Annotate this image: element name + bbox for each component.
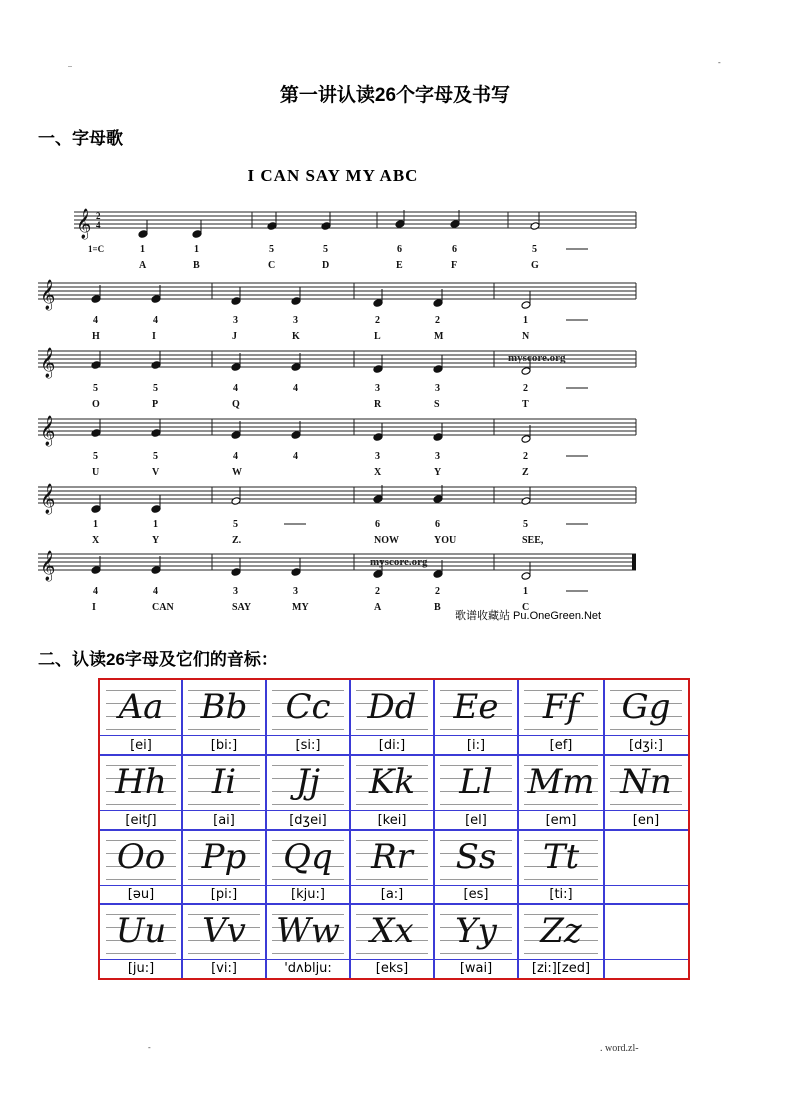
jianpu-number: 3 (435, 451, 440, 462)
quarter-note (321, 222, 331, 231)
lyric-text: B (193, 260, 200, 271)
half-note (521, 572, 531, 581)
lyric-text: J (232, 331, 237, 342)
phonetic-label: [bi:] (210, 738, 238, 753)
letter-cell (100, 680, 182, 755)
letter-pair: Gg (621, 687, 671, 727)
lyric-text: H (92, 331, 100, 342)
jianpu-number: 1 (93, 519, 98, 530)
phonetic-label: [vi:] (211, 961, 237, 976)
letter-cell (266, 830, 350, 904)
phonetic-label: [eks] (375, 961, 409, 976)
quarter-note (267, 222, 277, 231)
half-note (530, 222, 540, 231)
letter-cell (604, 755, 688, 830)
alphabet-table (98, 678, 690, 980)
lyric-text: MY (292, 602, 309, 613)
phonetic-label: [zi:][zed] (531, 961, 591, 976)
lyric-text: NOW (374, 535, 399, 546)
quarter-note (91, 505, 101, 514)
jianpu-number: 1 (194, 244, 199, 255)
quarter-note (373, 365, 383, 374)
quarter-note (433, 365, 443, 374)
quarter-note (91, 566, 101, 575)
jianpu-number: 3 (435, 383, 440, 394)
letter-cell (266, 904, 350, 978)
phonetic-label: [wai] (459, 961, 493, 976)
lyric-text: C (522, 602, 530, 613)
letter-pair: Jj (295, 762, 321, 802)
jianpu-number: 5 (153, 383, 158, 394)
jianpu-number: 3 (293, 586, 298, 597)
letter-cell (518, 904, 604, 978)
letter-pair: Nn (620, 762, 672, 802)
jianpu-number: 5 (532, 244, 537, 255)
jianpu-number: 4 (93, 315, 98, 326)
letter-cell (350, 755, 434, 830)
lyric-text: V (152, 467, 160, 478)
quarter-note (433, 570, 443, 579)
phonetic-label: [dʒi:] (629, 738, 663, 753)
letter-cell (434, 904, 518, 978)
letter-cell (100, 904, 182, 978)
lyric-text: N (522, 331, 530, 342)
grid-row-line (100, 903, 688, 905)
phonetic-label: [ai] (213, 813, 235, 828)
lyric-text: F (451, 260, 458, 271)
letter-pair: Vv (202, 911, 246, 951)
jianpu-number: 1 (523, 315, 528, 326)
phonetic-label: [kei] (377, 813, 407, 828)
letter-pair: Bb (200, 687, 248, 727)
letter-cell (604, 680, 688, 755)
lyric-text: D (322, 260, 330, 271)
quarter-note (151, 505, 161, 514)
jianpu-number: 2 (523, 383, 528, 394)
phonetic-label: [ju:] (127, 961, 155, 976)
letter-cell (182, 830, 266, 904)
quarter-note (291, 297, 301, 306)
jianpu-number: 2 (435, 586, 440, 597)
jianpu-number: 4 (153, 586, 158, 597)
letter-cell (182, 904, 266, 978)
quarter-note (91, 295, 101, 304)
letter-pair: Ii (211, 762, 237, 802)
jianpu-number: 4 (293, 451, 298, 462)
jianpu-number: 2 (375, 586, 380, 597)
letter-pair: Qq (283, 837, 333, 877)
phonetic-label: [si:] (295, 738, 321, 753)
quarter-note (231, 363, 241, 372)
jianpu-number: 3 (233, 586, 238, 597)
letter-pair: Ee (453, 687, 499, 727)
quarter-note (433, 433, 443, 442)
letter-cell (604, 830, 688, 904)
lyric-text: SAY (232, 602, 252, 613)
phonetic-label: [en] (632, 813, 660, 828)
lyric-text: I (152, 331, 156, 342)
jianpu-number: 2 (435, 315, 440, 326)
quarter-note (291, 431, 301, 440)
quarter-note (373, 299, 383, 308)
half-note (521, 497, 531, 506)
letter-cell (100, 755, 182, 830)
quarter-note (151, 429, 161, 438)
lyric-text: Z. (232, 535, 242, 546)
treble-clef-icon: 𝄞 (40, 551, 56, 580)
phonetic-label: [ti:] (549, 887, 573, 902)
phonetic-label: [di:] (378, 738, 406, 753)
phonetic-separator (100, 885, 688, 886)
treble-clef-icon: 𝄞 (40, 416, 56, 445)
letter-pair: Oo (116, 837, 166, 877)
section1-heading: 一、字母歌 (38, 129, 123, 148)
header-right-mark: - (718, 58, 721, 67)
quarter-note (91, 429, 101, 438)
letter-cell (434, 755, 518, 830)
lyric-text: W (232, 467, 242, 478)
quarter-note (138, 230, 148, 239)
letter-cell (604, 904, 688, 978)
header-left-mark: .. (68, 60, 72, 69)
jianpu-number: 5 (269, 244, 274, 255)
phonetic-label: [i:] (466, 738, 486, 753)
letter-cell (350, 680, 434, 755)
jianpu-number: 6 (375, 519, 380, 530)
section2-heading: 二、认读26字母及它们的音标： (38, 650, 278, 669)
lyric-text: I (92, 602, 96, 613)
jianpu-number: 1 (140, 244, 145, 255)
letter-cell (434, 680, 518, 755)
letter-pair: Yy (455, 911, 497, 951)
footer-right-mark: . word.zl- (600, 1043, 639, 1054)
quarter-note (373, 495, 383, 504)
letter-pair: Aa (118, 687, 164, 727)
phonetic-label: [ef] (549, 738, 573, 753)
letter-pair: Hh (115, 762, 167, 802)
quarter-note (151, 566, 161, 575)
quarter-note (231, 568, 241, 577)
key-label: 1=C (88, 244, 105, 254)
lyric-text: S (434, 399, 440, 410)
phonetic-separator (100, 810, 688, 811)
letter-cell (518, 830, 604, 904)
score-credit: 歌谱收藏站 Pu.OneGreen.Net (455, 610, 602, 622)
lyric-text: Y (434, 467, 442, 478)
letter-pair: Tt (542, 837, 580, 877)
quarter-note (433, 495, 443, 504)
lyric-text: U (92, 467, 100, 478)
jianpu-number: 6 (397, 244, 402, 255)
watermark-text: myscore.org (508, 352, 566, 364)
letter-pair: Kk (368, 762, 415, 802)
lyric-text: C (268, 260, 276, 271)
letter-cell (182, 680, 266, 755)
lyric-text: Y (152, 535, 160, 546)
jianpu-number: 4 (93, 586, 98, 597)
jianpu-number: 6 (452, 244, 457, 255)
phonetic-label: [dʒei] (289, 813, 327, 828)
jianpu-number: 1 (153, 519, 158, 530)
lyric-text: T (522, 399, 529, 410)
letter-pair: Ww (275, 911, 341, 951)
lyric-text: A (139, 260, 147, 271)
treble-clef-icon: 𝄞 (40, 484, 56, 513)
phonetic-label: [em] (545, 813, 577, 828)
final-barline (632, 554, 636, 570)
quarter-note (192, 230, 202, 239)
jianpu-number: 3 (375, 383, 380, 394)
letter-cell (434, 830, 518, 904)
quarter-note (395, 220, 405, 229)
jianpu-number: 4 (233, 383, 238, 394)
quarter-note (231, 297, 241, 306)
lyric-text: X (92, 535, 100, 546)
jianpu-number: 2 (375, 315, 380, 326)
phonetic-label: [kju:] (291, 887, 325, 902)
phonetic-separator (100, 735, 688, 736)
letter-pair: Zz (540, 911, 582, 951)
jianpu-number: 5 (153, 451, 158, 462)
phonetic-label: [es] (463, 887, 489, 902)
lyric-text: A (374, 602, 382, 613)
lyric-text: K (292, 331, 300, 342)
letter-pair: Cc (285, 687, 331, 727)
lyric-text: X (374, 467, 382, 478)
half-note (231, 497, 241, 506)
quarter-note (291, 568, 301, 577)
watermark-text: myscore.org (370, 556, 428, 568)
half-note (521, 367, 531, 376)
letter-pair: Ff (542, 687, 580, 727)
letter-pair: Dd (367, 687, 417, 727)
jianpu-number: 2 (523, 451, 528, 462)
half-note (521, 301, 531, 310)
quarter-note (291, 363, 301, 372)
quarter-note (450, 220, 460, 229)
phonetic-separator (100, 959, 688, 960)
jianpu-number: 5 (523, 519, 528, 530)
quarter-note (433, 299, 443, 308)
lyric-text: Q (232, 399, 240, 410)
treble-clef-icon: 𝄞 (40, 348, 56, 377)
page-title: 第一讲认读26个字母及书写 (279, 85, 511, 106)
lyric-text: E (396, 260, 403, 271)
quarter-note (231, 431, 241, 440)
half-note (521, 435, 531, 444)
letter-pair: Mm (527, 762, 595, 802)
phonetic-label: 'dʌblju: (284, 961, 332, 976)
phonetic-label: [a:] (380, 887, 404, 902)
jianpu-number: 4 (153, 315, 158, 326)
phonetic-label: [ei] (130, 738, 152, 753)
jianpu-number: 5 (93, 383, 98, 394)
time-signature-top: 2 (96, 211, 101, 221)
jianpu-number: 5 (323, 244, 328, 255)
letter-pair: Pp (201, 837, 247, 877)
jianpu-number: 5 (233, 519, 238, 530)
jianpu-number: 5 (93, 451, 98, 462)
lyric-text: SEE, (522, 535, 544, 546)
jianpu-number: 4 (233, 451, 238, 462)
jianpu-number: 6 (435, 519, 440, 530)
letter-pair: Rr (371, 837, 413, 877)
lyric-text: M (434, 331, 444, 342)
letter-pair: Uu (115, 911, 167, 951)
time-signature-bottom: 4 (96, 220, 101, 230)
treble-clef-icon: 𝄞 (40, 280, 56, 309)
lyric-text: L (374, 331, 381, 342)
jianpu-number: 4 (293, 383, 298, 394)
lyric-text: O (92, 399, 100, 410)
phonetic-label: [eitʃ] (125, 813, 157, 828)
phonetic-label: [pi:] (210, 887, 238, 902)
letter-cell (350, 904, 434, 978)
letter-pair: Ss (455, 837, 497, 877)
letter-pair: Xx (370, 911, 414, 951)
lyric-text: G (531, 260, 539, 271)
grid-row-line (100, 829, 688, 831)
letter-cell (182, 755, 266, 830)
lyric-text: Z (522, 467, 529, 478)
jianpu-number: 3 (233, 315, 238, 326)
lyric-text: B (434, 602, 441, 613)
phonetic-label: [el] (465, 813, 487, 828)
lyric-text: P (152, 399, 159, 410)
quarter-note (373, 570, 383, 579)
letter-pair: Ll (459, 762, 493, 802)
treble-clef-icon: 𝄞 (76, 209, 92, 238)
letter-cell (518, 755, 604, 830)
jianpu-number: 1 (523, 586, 528, 597)
jianpu-number: 3 (293, 315, 298, 326)
quarter-note (151, 361, 161, 370)
letter-cell (266, 680, 350, 755)
footer-left-mark: - (148, 1043, 151, 1052)
lyric-text: CAN (152, 602, 174, 613)
jianpu-number: 3 (375, 451, 380, 462)
letter-cell (350, 830, 434, 904)
letter-cell (518, 680, 604, 755)
lyric-text: R (374, 399, 382, 410)
quarter-note (91, 361, 101, 370)
phonetic-label: [əu] (127, 887, 155, 902)
quarter-note (151, 295, 161, 304)
letter-cell (100, 830, 182, 904)
lyric-text: YOU (434, 535, 457, 546)
grid-row-line (100, 754, 688, 756)
letter-cell (266, 755, 350, 830)
quarter-note (373, 433, 383, 442)
song-title: I CAN SAY MY ABC (247, 166, 419, 185)
